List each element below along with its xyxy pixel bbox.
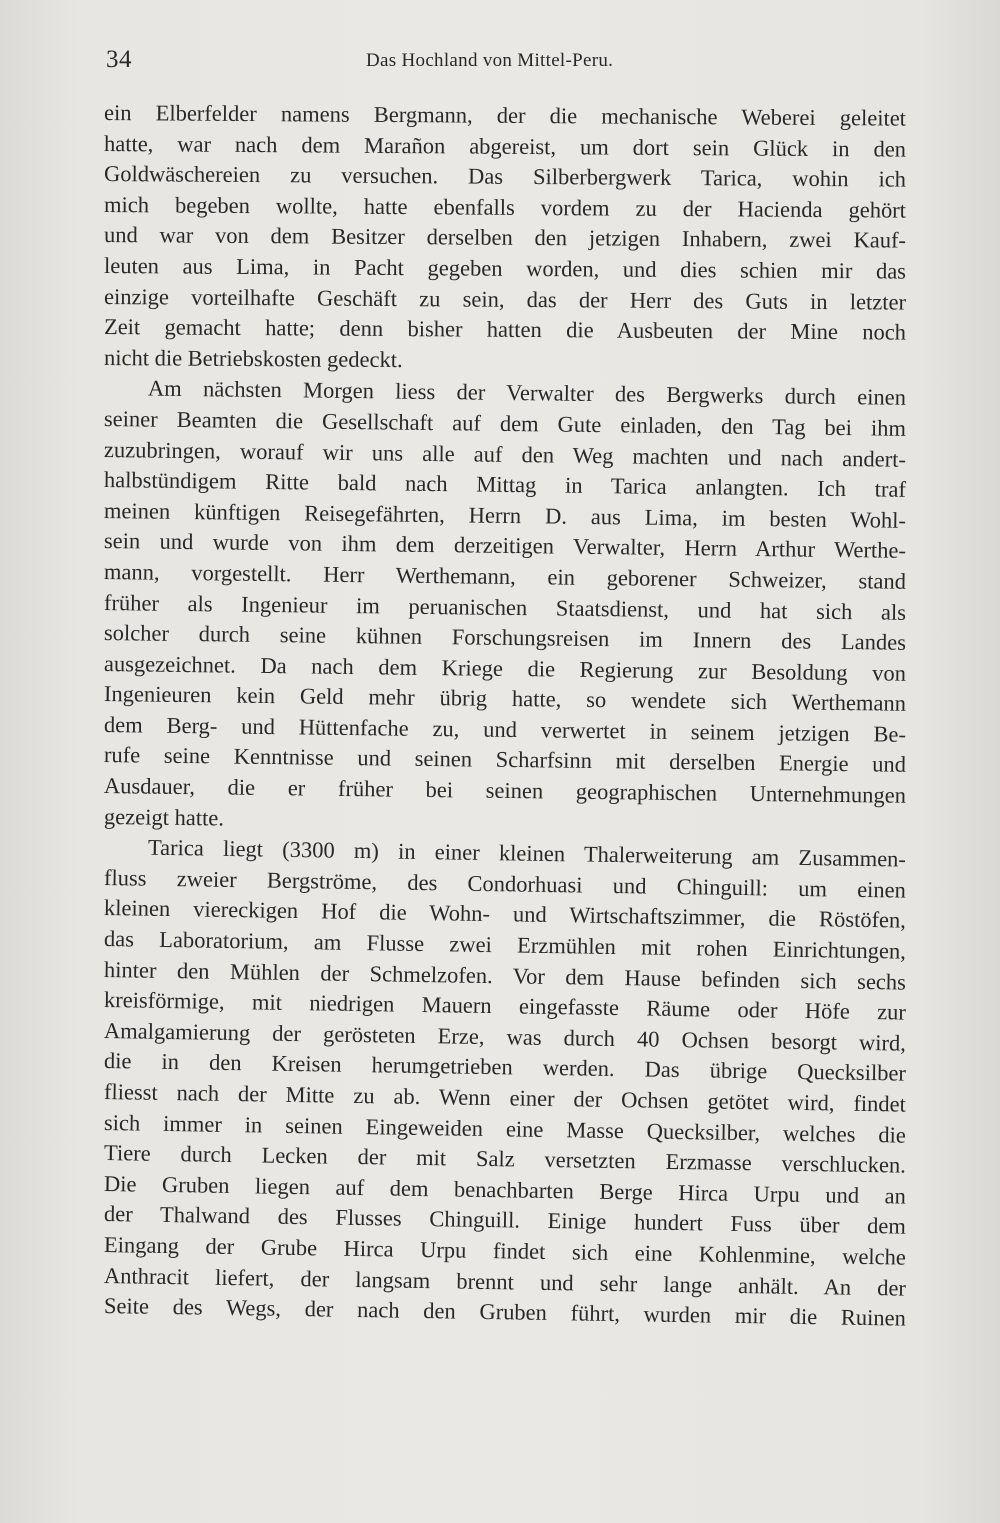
text-line: solcher durch seine kühnen Forschungsreisen im Innern des Landes bbox=[103, 620, 907, 655]
text-line: Ausdauer, die er früher bei seinen geographischen Unternehmungen bbox=[103, 773, 907, 808]
text-line: Tiere durch Lecken der mit Salz versetzten Erzmasse verschlucken. bbox=[103, 1140, 907, 1178]
text-line: einzige vorteilhafte Geschäft zu sein, das der Herr des Guts in letzter bbox=[103, 283, 907, 315]
text-line: hinter den Mühlen der Schmelzofen. Vor dem Hause befinden sich sechs bbox=[103, 956, 907, 995]
text-line: Tarica liegt (3300 m) in einer kleinen Thalerweiterung am Zusammen- bbox=[147, 834, 907, 872]
text-line: Eingang der Grube Hirca Urpu findet sich eine Kohlenmine, welche bbox=[103, 1231, 907, 1270]
text-line: nicht die Betriebskosten gedeckt. bbox=[103, 344, 403, 372]
text-line: mann, vorgestellt. Herr Werthemann, ein geborener Schweizer, stand bbox=[103, 558, 907, 594]
page-header bbox=[106, 42, 896, 82]
text-line: hatte, war nach dem Marañon abgereist, um dort sein Glück in den bbox=[103, 130, 907, 162]
text-line: rufe seine Kenntnisse und seinen Scharfsinn mit derselben Energie und bbox=[103, 742, 907, 778]
text-line: das Laboratorium, am Flusse zwei Erzmühlen mit rohen Einrichtungen, bbox=[103, 926, 907, 964]
text-line: Goldwäschereien zu versuchen. Das Silberbergwerk Tarica, wohin ich bbox=[103, 161, 907, 192]
running-head: Das Hochland von Mittel-Peru. bbox=[366, 50, 614, 71]
text-line: zuzubringen, worauf wir uns alle auf den Weg machten und nach andert- bbox=[103, 436, 907, 472]
text-line: fliesst nach der Mitte zu ab. Wenn einer der Ochsen getötet wird, findet bbox=[103, 1079, 907, 1117]
text-line: mich begeben wollte, hatte ebenfalls vordem zu der Hacienda gehört bbox=[103, 191, 907, 223]
text-line: kleinen viereckigen Hof die Wohn- und Wirtschaftszimmer, die Röstöfen, bbox=[103, 895, 907, 934]
text-line: sich immer in seinen Eingeweiden eine Masse Quecksilber, welches die bbox=[103, 1109, 907, 1148]
text-line: Die Gruben liegen auf dem benachbarten Berge Hirca Urpu und an bbox=[103, 1170, 907, 1209]
text-line: die in den Kreisen herumgetrieben werden. Das übrige Quecksilber bbox=[103, 1048, 907, 1087]
text-line: Amalgamierung der gerösteten Erze, was durch 40 Ochsen besorgt wird, bbox=[103, 1017, 907, 1056]
text-line: Ingenieuren kein Geld mehr übrig hatte, so wendete sich Werthemann bbox=[103, 681, 907, 717]
page-number: 34 bbox=[106, 46, 132, 73]
text-line: früher als Ingenieur im peruanischen Staatsdienst, und hat sich als bbox=[103, 589, 907, 625]
text-line: ausgezeichnet. Da nach dem Kriege die Regierung zur Besoldung von bbox=[103, 650, 907, 686]
text-line: ein Elberfelder namens Bergmann, der die mechanische Weberei geleitet bbox=[103, 100, 907, 131]
text-line: Anthracit liefert, der langsam brennt und sehr lange anhält. An der bbox=[103, 1262, 907, 1301]
text-line: meinen künftigen Reisegefährten, Herrn D. aus Lima, im besten Wohl- bbox=[103, 497, 907, 533]
text-line: halbstündigem Ritte bald nach Mittag in Tarica anlangten. Ich traf bbox=[103, 467, 907, 502]
text-line: und war von dem Besitzer derselben den jetzigen Inhabern, zwei Kauf- bbox=[103, 222, 907, 253]
text-line: gezeigt hatte. bbox=[103, 803, 225, 831]
body-text bbox=[103, 98, 907, 1331]
text-line: Am nächsten Morgen liess der Verwalter des Bergwerks durch einen bbox=[147, 375, 907, 411]
text-line: kreisförmige, mit niedrigen Mauern eingefasste Räume oder Höfe zur bbox=[103, 987, 907, 1025]
text-line: seiner Beamten die Gesellschaft auf dem Gute einladen, den Tag bei ihm bbox=[103, 405, 907, 441]
text-line: dem Berg- und Hüttenfache zu, und verwertet in seinem jetzigen Be- bbox=[103, 711, 907, 747]
text-line: sein und wurde von ihm dem derzeitigen Verwalter, Herrn Arthur Werthe- bbox=[103, 528, 907, 564]
text-line: Seite des Wegs, der nach den Gruben führt, wurden mir die Ruinen bbox=[103, 1293, 907, 1331]
text-line: Zeit gemacht hatte; denn bisher hatten die Ausbeuten der Mine noch bbox=[103, 314, 907, 345]
text-line: leuten aus Lima, in Pacht gegeben worden, und dies schien mir das bbox=[103, 252, 907, 284]
text-line: der Thalwand des Flusses Chinguill. Einige hundert Fuss über dem bbox=[103, 1201, 907, 1239]
text-line: fluss zweier Bergströme, des Condorhuasi und Chinguill: um einen bbox=[103, 864, 907, 903]
